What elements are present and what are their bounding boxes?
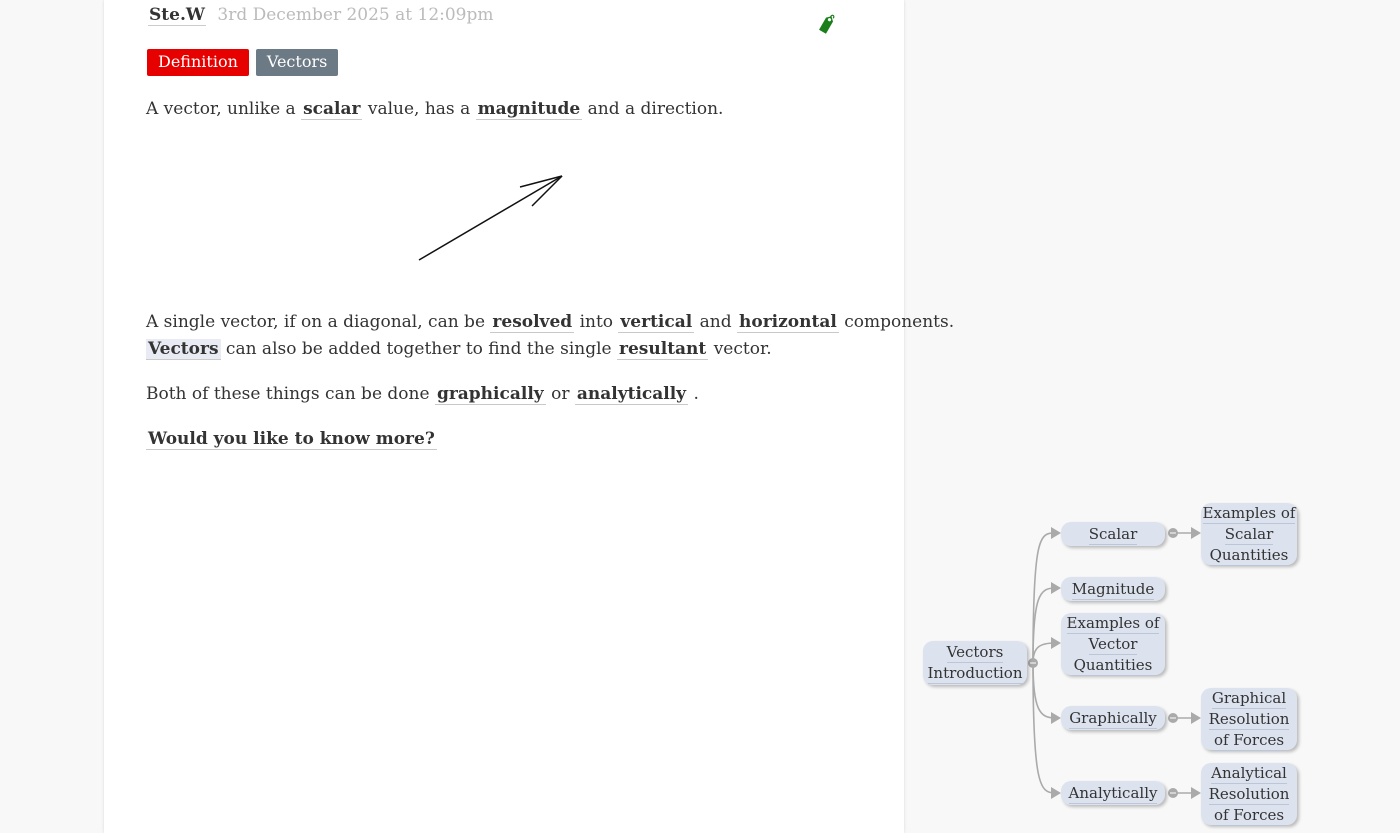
text: A vector, unlike a <box>146 99 296 119</box>
know-more-link[interactable]: Would you like to know more? <box>148 429 435 449</box>
node-label: Quantities <box>1209 545 1289 564</box>
node-label: Introduction <box>927 664 1023 682</box>
post-meta <box>148 5 494 25</box>
tag-definition[interactable]: Definition <box>147 49 249 76</box>
link-horizontal[interactable]: horizontal <box>739 312 837 332</box>
paragraph-intro <box>146 96 723 123</box>
mindmap-node-examples-vector[interactable] <box>1061 613 1165 675</box>
text: and a direction. <box>587 99 724 119</box>
article-page <box>104 0 955 833</box>
text: can also be added together to find the single <box>225 339 612 359</box>
link-resultant[interactable]: resultant <box>619 339 707 359</box>
node-label: of Forces <box>1213 805 1285 824</box>
tag-list <box>147 49 338 76</box>
mindmap-node-examples-scalar[interactable] <box>1201 503 1297 565</box>
link-vertical[interactable]: vertical <box>620 312 693 332</box>
text: value, has a <box>367 99 471 119</box>
mindmap-node-analytical-resolution[interactable] <box>1201 763 1297 825</box>
node-label: Resolution <box>1208 709 1290 728</box>
node-label: Examples of <box>1202 503 1296 522</box>
node-label: Scalar <box>1088 524 1138 543</box>
text: Both of these things can be done <box>146 384 430 404</box>
node-label: Graphically <box>1069 708 1157 727</box>
post-date: 3rd December 2025 at 12:09pm <box>217 5 494 25</box>
node-label: Vectors <box>946 643 1004 661</box>
link-scalar[interactable]: scalar <box>303 99 361 119</box>
mindmap-node-analytically[interactable] <box>1061 781 1165 805</box>
text: . <box>693 384 699 404</box>
text: components. <box>844 312 955 332</box>
mindmap <box>915 495 1315 833</box>
link-analytically[interactable]: analytically <box>576 384 687 404</box>
text: A single vector, if on a diagonal, can be <box>146 312 486 332</box>
paragraph-resolve <box>146 309 954 363</box>
text: or <box>551 384 570 404</box>
text: vector. <box>713 339 772 359</box>
node-label: Vector <box>1088 634 1138 653</box>
text: into <box>579 312 614 332</box>
node-label: Analytically <box>1068 783 1158 802</box>
link-vectors[interactable]: Vectors <box>148 339 219 359</box>
mindmap-node-magnitude[interactable] <box>1061 577 1165 601</box>
vector-arrow-illustration <box>414 170 574 270</box>
author-link[interactable]: Ste.W <box>149 5 205 25</box>
link-graphically[interactable]: graphically <box>436 384 544 404</box>
paragraph-methods <box>146 381 699 408</box>
tag-vectors[interactable]: Vectors <box>256 49 338 76</box>
node-label: Examples of <box>1066 613 1160 632</box>
mindmap-node-vectors-introduction[interactable] <box>923 641 1027 685</box>
mindmap-node-scalar[interactable] <box>1061 522 1165 546</box>
node-label: Graphical <box>1211 688 1287 707</box>
link-resolved[interactable]: resolved <box>492 312 573 332</box>
tag-icon[interactable] <box>817 12 837 36</box>
text: and <box>699 312 732 332</box>
node-label: Resolution <box>1208 784 1290 803</box>
mindmap-node-graphical-resolution[interactable] <box>1201 688 1297 750</box>
mindmap-node-graphically[interactable] <box>1061 706 1165 730</box>
link-magnitude[interactable]: magnitude <box>477 99 581 119</box>
node-label: Analytical <box>1211 763 1287 782</box>
node-label: Scalar <box>1224 524 1274 543</box>
node-label: of Forces <box>1213 730 1285 749</box>
node-label: Magnitude <box>1071 579 1155 598</box>
node-label: Quantities <box>1073 655 1153 674</box>
paragraph-more <box>146 426 437 453</box>
